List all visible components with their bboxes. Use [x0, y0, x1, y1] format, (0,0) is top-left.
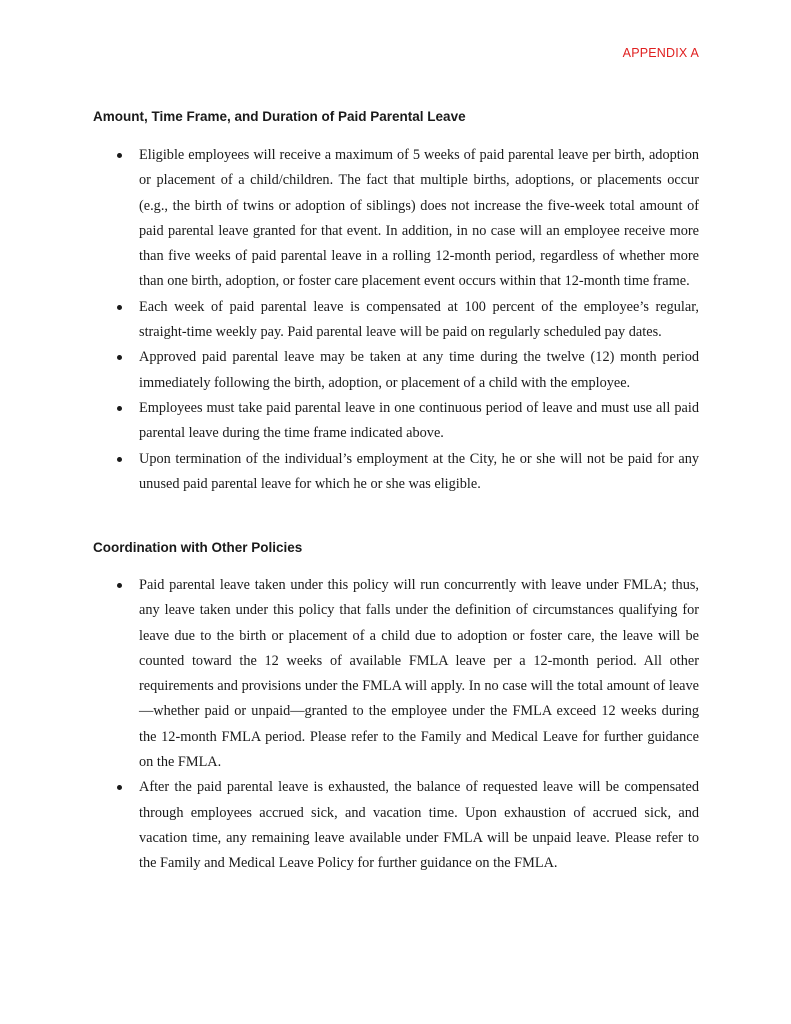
list-item-text: Eligible employees will receive a maximum of 5 weeks of paid parental leave per birth, adoption or placement of a child/children. The fact that multiple births, adoptions, or placements occur (e.g., the birth of twins or adoption of siblings) does not increase the five-week total amount of paid parental leave granted for that event. In addition, in no case will an employee receive more than five weeks of paid parental leave in a rolling 12-month period, regardless of whether more than one birth, adoption, or foster care placement event occurs within that 12-month time frame. [139, 147, 699, 290]
list-item [139, 447, 699, 498]
list-item-text: Each week of paid parental leave is compensated at 100 percent of the employee’s regular, straight-time weekly pay. Paid parental leave will be paid on regularly scheduled pay dates. [139, 298, 699, 341]
list-item [139, 345, 699, 396]
list-item [139, 573, 699, 775]
bullet-icon [117, 457, 122, 462]
list-item [139, 396, 699, 447]
section-heading-paid-parental-leave: Amount, Time Frame, and Duration of Paid Parental Leave [93, 109, 466, 124]
list-item-text: Paid parental leave taken under this policy will run concurrently with leave under FMLA; thus, any leave taken under this policy that falls under the definition of circumstances qualifying for leave due to the birth or placement of a child due to adoption or foster care, the leave will be counted toward the 12 weeks of available FMLA leave per a 12-month period. All other requirements and provisions under the FMLA will apply. In no case will the total amount of leave—whether paid or unpaid—granted to the employee under the FMLA exceed 12 weeks during the 12-month FMLA period. Please refer to the Family and Medical Leave for further guidance on the FMLA. [139, 577, 699, 771]
bullet-icon [117, 305, 122, 310]
list-item [139, 143, 699, 295]
bullet-icon [117, 153, 122, 158]
bullet-icon [117, 406, 122, 411]
list-item-text: Approved paid parental leave may be taken at any time during the twelve (12) month period immediately following the birth, adoption, or placement of a child with the employee. [139, 349, 699, 391]
bullet-list-coordination [0, 573, 699, 877]
list-item-text: After the paid parental leave is exhausted, the balance of requested leave will be compensated through employees accrued sick, and vacation time. Upon exhaustion of accrued sick, and vacation time, any remaining leave available under FMLA will be unpaid leave. Please refer to the Family and Medical Leave Policy for further guidance on the FMLA. [139, 779, 699, 872]
bullet-icon [117, 355, 122, 360]
bullet-list-paid-parental-leave [0, 143, 699, 497]
list-item [139, 775, 699, 876]
appendix-label: APPENDIX A [622, 46, 699, 60]
list-item [139, 295, 699, 346]
section-heading-coordination: Coordination with Other Policies [93, 540, 303, 555]
bullet-icon [117, 785, 122, 790]
list-item-text: Upon termination of the individual’s employment at the City, he or she will not be paid for any unused paid parental leave for which he or she was eligible. [139, 450, 699, 492]
list-item-text: Employees must take paid parental leave in one continuous period of leave and must use all paid parental leave during the time frame indicated above. [139, 399, 699, 442]
bullet-icon [117, 583, 122, 588]
